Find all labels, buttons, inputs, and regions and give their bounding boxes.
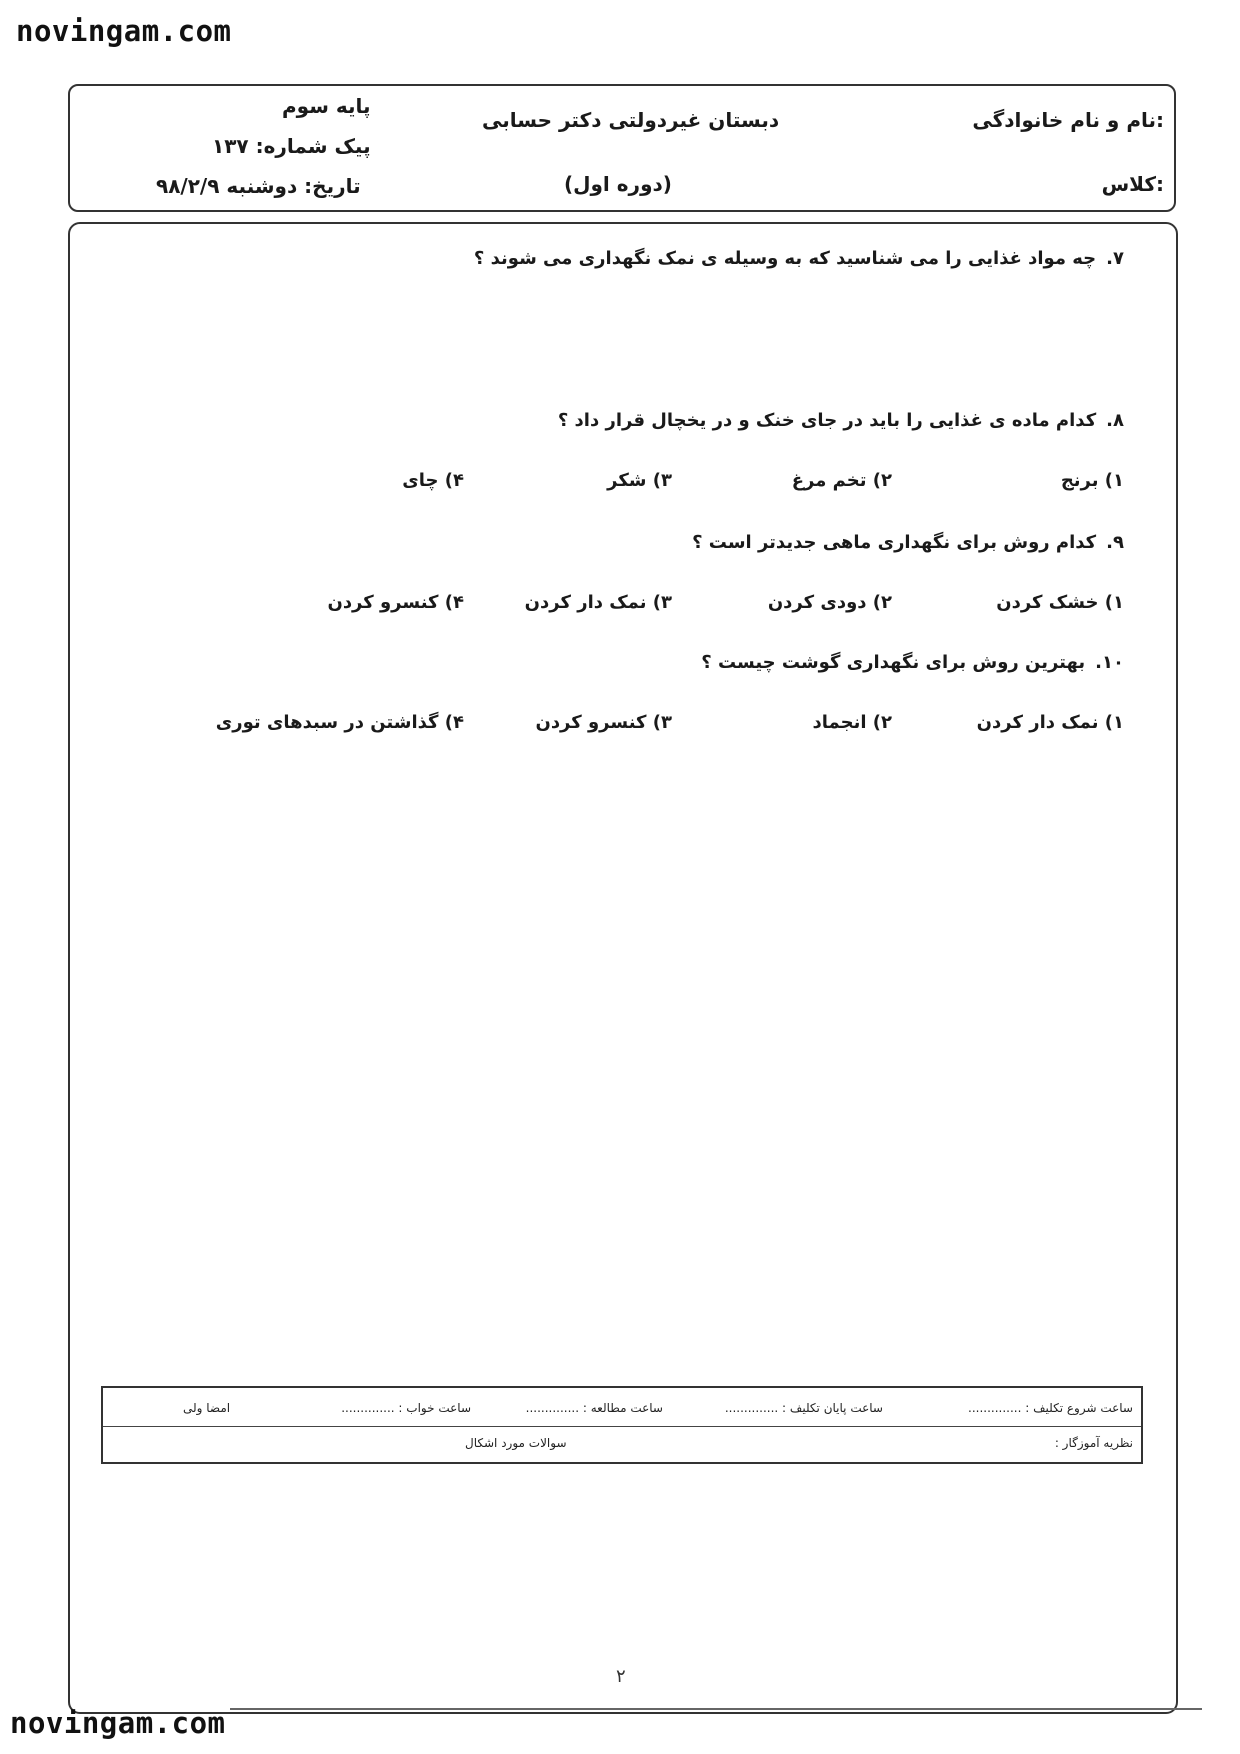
option-1: ۱) برنج [1060,470,1124,491]
question-7 [474,248,1124,269]
question-10-options [70,712,1176,742]
option-1: ۱) نمک دار کردن [976,712,1124,733]
question-number: ۷. [1106,248,1124,269]
teacher-comment-field: نظریه آموزگار : [1054,1436,1133,1450]
watermark-bottom: novingam.com [10,1706,226,1740]
page-number: ۲ [616,1666,626,1687]
option-3: ۳) کنسرو کردن [535,712,672,733]
option-2: ۲) تخم مرغ [791,470,892,491]
footer-row-times [103,1388,1141,1427]
header-box [68,84,1176,212]
question-9-options [70,592,1176,622]
parent-signature-field: امضا ولی [183,1401,231,1415]
question-8-options [70,470,1176,500]
homework-footer-table [101,1386,1143,1464]
question-text: چه مواد غذایی را می شناسید که به وسیله ی نمک نگهداری می شوند ؟ [473,248,1097,269]
option-3: ۳) نمک دار کردن [524,592,672,613]
school-name: دبستان غیردولتی دکتر حسابی [482,108,780,132]
option-2: ۲) انجماد [812,712,892,733]
option-3: ۳) شکر [607,470,672,491]
question-number: ۸. [1106,410,1124,431]
question-text: کدام روش برای نگهداری ماهی جدیدتر است ؟ [692,532,1097,553]
sleep-time-field: ساعت خواب : .............. [341,1401,471,1415]
start-time-field: ساعت شروع تکلیف : .............. [968,1401,1133,1415]
footer-row-comments [103,1426,1141,1464]
grade-label: پایه سوم [282,94,371,118]
bottom-rule [230,1708,1202,1710]
option-4: ۴) گذاشتن در سبدهای توری [215,712,464,733]
option-1: ۱) خشک کردن [996,592,1124,613]
question-number: ۹. [1106,532,1124,553]
option-4: ۴) کنسرو کردن [327,592,464,613]
question-9 [692,532,1124,553]
end-time-field: ساعت پایان تکلیف : .............. [724,1401,883,1415]
question-text: بهترین روش برای نگهداری گوشت چیست ؟ [701,652,1086,673]
pak-number: پیک شماره: ۱۳۷ [212,134,371,158]
watermark-top: novingam.com [16,14,232,48]
question-text: کدام ماده ی غذایی را باید در جای خنک و در یخچال قرار داد ؟ [557,410,1097,431]
class-label: کلاس: [1101,172,1164,196]
question-8 [558,410,1124,431]
question-10 [701,652,1124,673]
period-label: (دوره اول) [564,172,672,196]
option-2: ۲) دودی کردن [767,592,892,613]
option-4: ۴) چای [402,470,464,491]
date-label: تاریخ: دوشنبه ۹۸/۲/۹ [156,174,361,198]
questions-box [68,222,1178,1714]
question-number: ۱۰. [1095,652,1124,673]
name-label: نام و نام خانوادگی: [972,108,1164,132]
problem-questions-field: سوالات مورد اشکال [465,1436,567,1450]
study-time-field: ساعت مطالعه : .............. [525,1401,663,1415]
